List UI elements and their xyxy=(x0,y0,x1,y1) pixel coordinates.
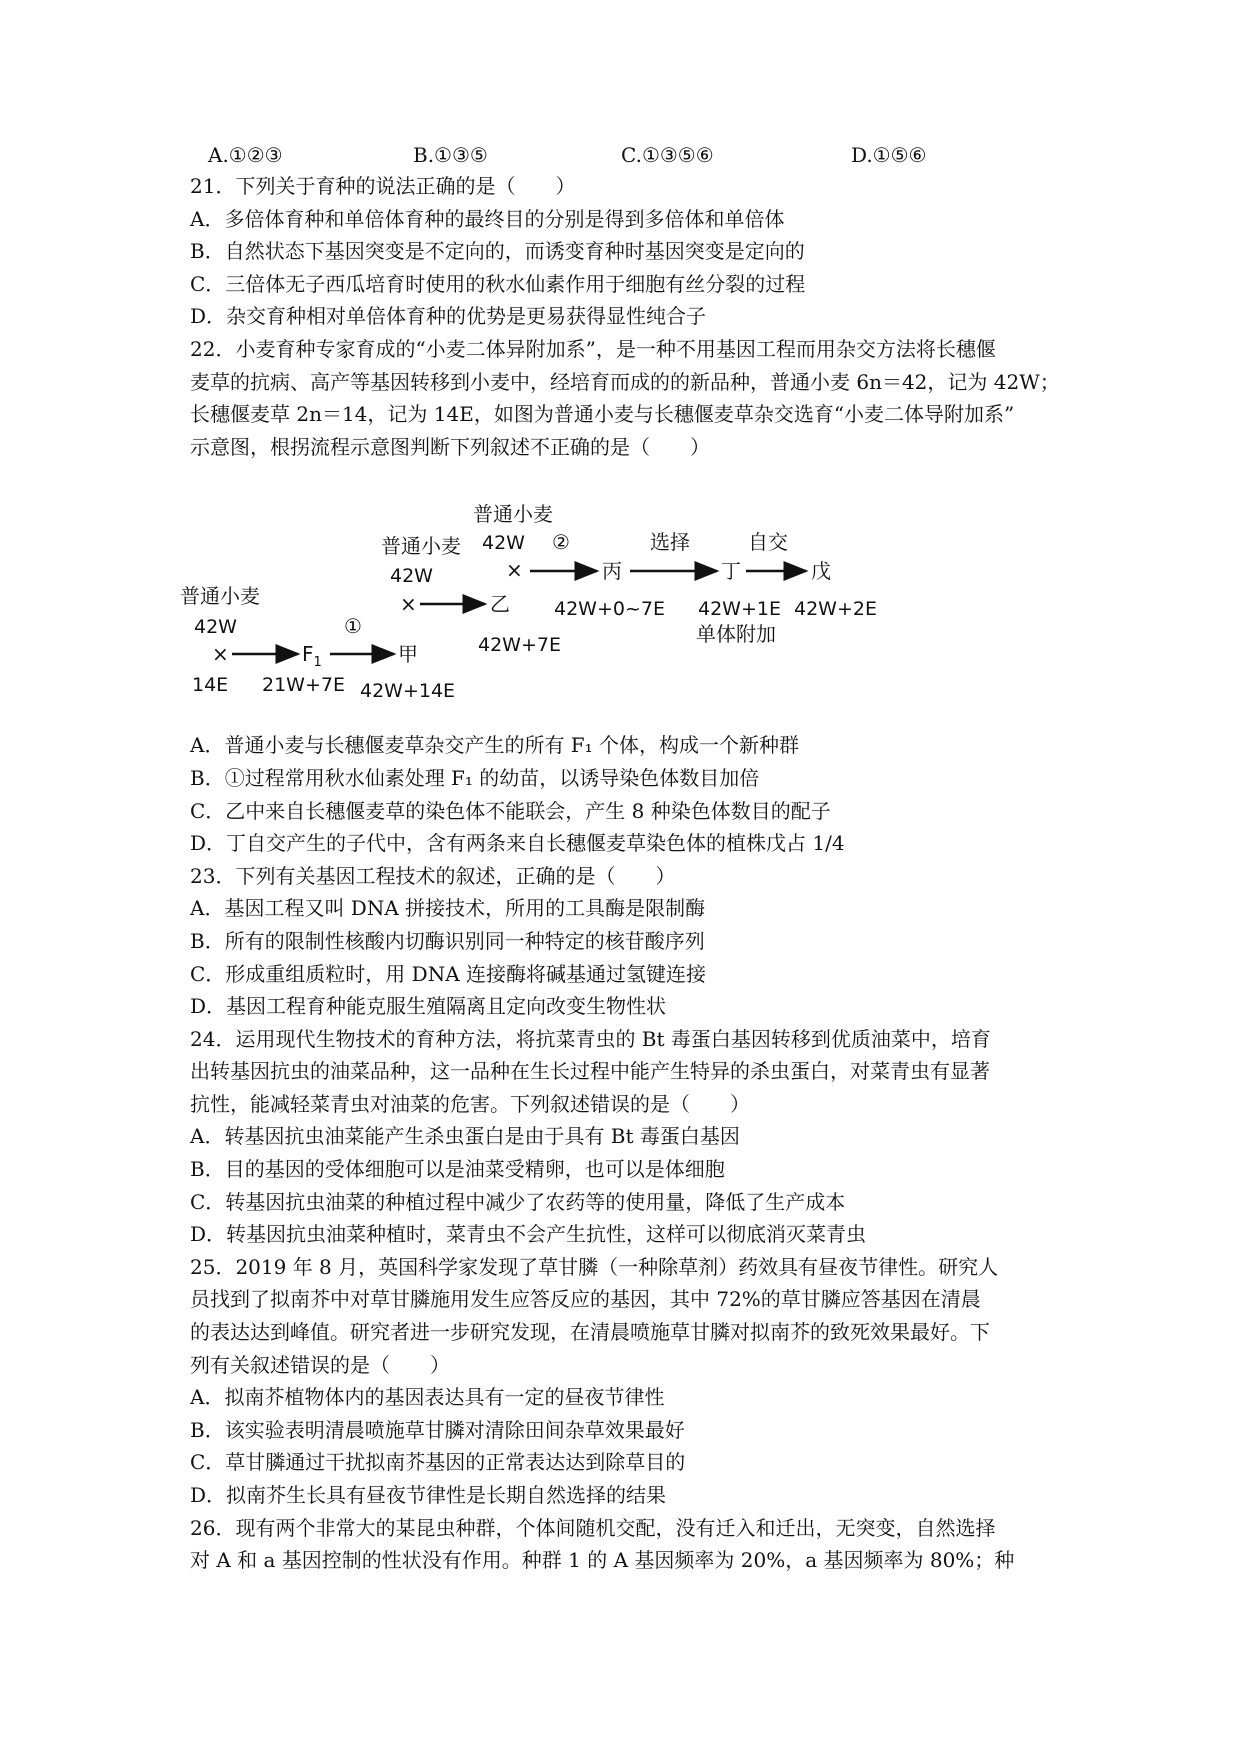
option-b: B．所有的限制性核酸内切酶识别同一种特定的核苷酸序列 xyxy=(190,928,705,953)
question-stem-line: 对 A 和 a 基因控制的性状没有作用。种群 1 的 A 基因频率为 20%，a 基因频率为 80%；种 xyxy=(190,1548,1015,1573)
question-stem: 21．下列关于育种的说法正确的是（ ） xyxy=(190,174,576,198)
ding-label: 丁 xyxy=(721,559,741,584)
option-b: B．①过程常用秋水仙素处理 F₁ 的幼苗，以诱导染色体数目加倍 xyxy=(190,765,760,790)
option-c: C.①③⑤⑥ xyxy=(621,143,714,167)
option-d: D．基因工程育种能克服生殖隔离且定向改变生物性状 xyxy=(190,994,667,1019)
parent-grass-genotype: 14E xyxy=(192,674,229,697)
cross-symbol: × xyxy=(212,642,229,667)
parent-wheat-2-name: 普通小麦 xyxy=(381,534,461,559)
question-24 xyxy=(190,1023,1070,1251)
ding-note: 单体附加 xyxy=(696,622,776,647)
question-stem-line: 麦草的抗病、高产等基因转移到小麦中，经培育而成的的新品种，普通小麦 6n＝42，记为 42W； xyxy=(190,369,1060,394)
bing-genotype: 42W+0~7E xyxy=(554,598,665,621)
previous-question-options xyxy=(190,140,1070,170)
option-b: B．目的基因的受体细胞可以是油菜受精卵，也可以是体细胞 xyxy=(190,1157,725,1182)
jia-genotype: 42W+14E xyxy=(360,680,456,703)
breeding-flow-diagram xyxy=(180,465,1070,725)
question-stem-line: 26．现有两个非常大的某昆虫种群，个体间随机交配，没有迁入和迁出，无突变，自然选择 xyxy=(190,1515,996,1540)
option-c: C．乙中来自长穗偃麦草的染色体不能联会，产生 8 种染色体数目的配子 xyxy=(190,798,831,823)
wu-label: 戊 xyxy=(811,559,831,584)
question-stem-line: 列有关叙述错误的是（ ） xyxy=(190,1352,450,1377)
step-1-marker: ① xyxy=(344,614,362,639)
question-stem-line: 示意图，根拐流程示意图判断下列叙述不正确的是（ ） xyxy=(190,434,710,459)
parent-wheat-genotype: 42W xyxy=(194,616,237,639)
question-23 xyxy=(190,860,1070,1023)
step-2-marker: ② xyxy=(552,530,570,555)
parent-wheat-3-name: 普通小麦 xyxy=(473,502,553,527)
cross-symbol-2: × xyxy=(400,592,417,617)
option-a: A．多倍体育种和单倍体育种的最终目的分别是得到多倍体和单倍体 xyxy=(190,206,785,231)
selfing-label: 自交 xyxy=(748,530,788,555)
question-stem-line: 出转基因抗虫的油菜品种，这一品种在生长过程中能产生特异的杀虫蛋白，对菜青虫有显著 xyxy=(190,1059,990,1084)
question-22 xyxy=(180,333,1070,860)
question-stem-line: 25．2019 年 8 月，英国科学家发现了草甘膦（一种除草剂）药效具有昼夜节律性。研究人 xyxy=(190,1254,999,1279)
question-26 xyxy=(190,1512,1070,1577)
question-stem: 23．下列有关基因工程技术的叙述，正确的是（ ） xyxy=(190,863,676,888)
option-a: A．基因工程又叫 DNA 拼接技术，所用的工具酶是限制酶 xyxy=(190,896,706,921)
wu-genotype: 42W+2E xyxy=(794,598,877,621)
yi-label: 乙 xyxy=(490,592,510,617)
question-stem-line: 长穗偃麦草 2n＝14，记为 14E，如图为普通小麦与长穗偃麦草杂交选育“小麦二体导附加系” xyxy=(190,402,1015,427)
question-stem-line: 抗性，能减轻菜青虫对油菜的危害。下列叙述错误的是（ ） xyxy=(190,1091,750,1116)
question-stem-line: 员找到了拟南芥中对草甘膦施用发生应答反应的基因，其中 72%的草甘膦应答基因在清晨 xyxy=(190,1287,981,1312)
option-c: C．三倍体无子西瓜培育时使用的秋水仙素作用于细胞有丝分裂的过程 xyxy=(190,271,806,296)
f1-genotype: 21W+7E xyxy=(262,674,345,697)
question-stem-line: 24．运用现代生物技术的育种方法，将抗菜青虫的 Bt 毒蛋白基因转移到优质油菜中，培育 xyxy=(190,1026,991,1051)
ding-genotype: 42W+1E xyxy=(698,598,781,621)
parent-wheat-name: 普通小麦 xyxy=(180,584,260,609)
option-d: D．丁自交产生的子代中，含有两条来自长穗偃麦草染色体的植株戊占 1/4 xyxy=(190,831,845,856)
option-d: D．杂交育种相对单倍体育种的优势是更易获得显性纯合子 xyxy=(190,304,707,329)
parent-wheat-2-genotype: 42W xyxy=(390,565,433,588)
option-c: C．形成重组质粒时，用 DNA 连接酶将碱基通过氢键连接 xyxy=(190,961,706,986)
option-a: A．拟南芥植物体内的基因表达具有一定的昼夜节律性 xyxy=(190,1385,665,1410)
option-d: D．拟南芥生长具有昼夜节律性是长期自然选择的结果 xyxy=(190,1483,667,1507)
option-a: A.①②③ xyxy=(208,143,283,167)
question-stem-line: 22．小麦育种专家育成的“小麦二体异附加系”，是一种不用基因工程而用杂交方法将长穗偃 xyxy=(190,336,996,361)
question-25 xyxy=(190,1251,1070,1512)
parent-wheat-3-genotype: 42W xyxy=(482,532,525,555)
option-d: D.①⑤⑥ xyxy=(851,143,927,167)
jia-label: 甲 xyxy=(398,642,418,667)
option-b: B.①③⑤ xyxy=(413,143,488,167)
option-b: B．该实验表明清晨喷施草甘膦对清除田间杂草效果最好 xyxy=(190,1417,685,1442)
flow-diagram-svg xyxy=(180,465,1070,725)
exam-page xyxy=(180,140,1070,1577)
selection-label: 选择 xyxy=(650,530,690,555)
f1-label: $F_1$ xyxy=(302,642,322,671)
option-c: C．转基因抗虫油菜的种植过程中减少了农药等的使用量，降低了生产成本 xyxy=(190,1189,846,1214)
option-c: C．草甘膦通过干扰拟南芥基因的正常表达达到除草目的 xyxy=(190,1450,686,1475)
bing-label: 丙 xyxy=(602,559,622,584)
option-a: A．转基因抗虫油菜能产生杀虫蛋白是由于具有 Bt 毒蛋白基因 xyxy=(190,1124,740,1149)
option-b: B．自然状态下基因突变是不定向的，而诱变育种时基因突变是定向的 xyxy=(190,239,805,264)
option-a: A．普通小麦与长穗偃麦草杂交产生的所有 F₁ 个体，构成一个新种群 xyxy=(190,733,800,758)
yi-genotype: 42W+7E xyxy=(478,634,561,657)
question-21 xyxy=(190,170,1070,333)
cross-symbol-3: × xyxy=(506,558,523,583)
option-d: D．转基因抗虫油菜种植时，菜青虫不会产生抗性，这样可以彻底消灭菜青虫 xyxy=(190,1222,867,1247)
question-stem-line: 的表达达到峰值。研究者进一步研究发现，在清晨喷施草甘膦对拟南芥的致死效果最好。下 xyxy=(190,1320,990,1345)
